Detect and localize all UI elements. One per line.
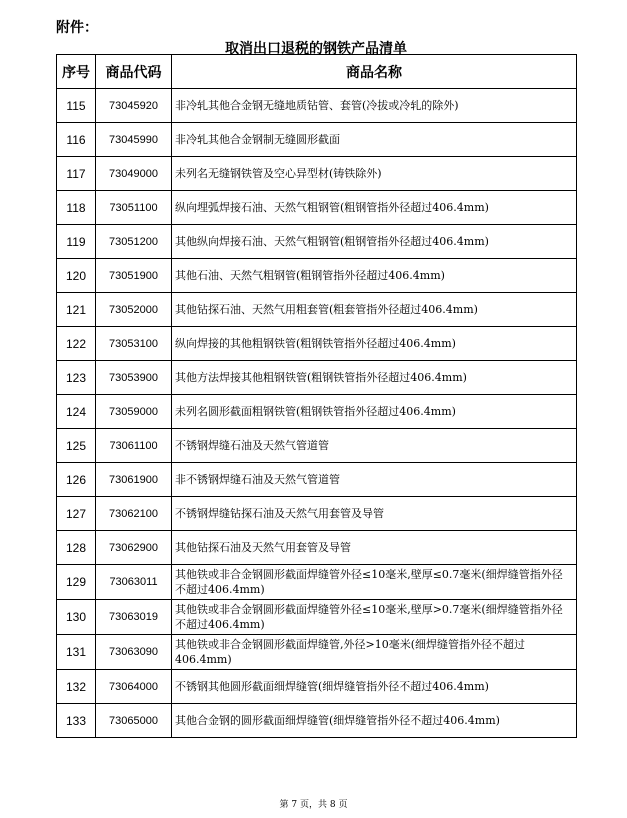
row-code: 73063011 bbox=[96, 565, 172, 600]
row-index: 130 bbox=[57, 600, 96, 635]
row-code: 73065000 bbox=[96, 704, 172, 738]
row-index: 122 bbox=[57, 327, 96, 361]
row-name: 其他纵向焊接石油、天然气粗钢管(粗钢管指外径超过406.4mm) bbox=[172, 225, 577, 259]
row-index: 125 bbox=[57, 429, 96, 463]
row-code: 73064000 bbox=[96, 670, 172, 704]
page-footer: 第 7 页，共 8 页 bbox=[279, 800, 348, 810]
table-row bbox=[57, 531, 577, 565]
row-code: 73061100 bbox=[96, 429, 172, 463]
row-index: 126 bbox=[57, 463, 96, 497]
row-name: 不锈钢其他圆形截面细焊缝管(细焊缝管指外径不超过406.4mm) bbox=[172, 670, 577, 704]
row-index: 127 bbox=[57, 497, 96, 531]
row-code: 73062900 bbox=[96, 531, 172, 565]
table-row bbox=[57, 463, 577, 497]
row-code: 73061900 bbox=[96, 463, 172, 497]
table-row bbox=[57, 704, 577, 738]
row-index: 116 bbox=[57, 123, 96, 157]
row-name: 不锈钢焊缝石油及天然气管道管 bbox=[172, 429, 577, 463]
row-name: 非不锈钢焊缝石油及天然气管道管 bbox=[172, 463, 577, 497]
row-code: 73052000 bbox=[96, 293, 172, 327]
document-title: 取消出口退税的钢铁产品清单 bbox=[225, 41, 407, 57]
row-name: 其他钻探石油及天然气用套管及导管 bbox=[172, 531, 577, 565]
table-row bbox=[57, 123, 577, 157]
table-row bbox=[57, 565, 577, 600]
table-row bbox=[57, 635, 577, 670]
row-index: 118 bbox=[57, 191, 96, 225]
table-row bbox=[57, 259, 577, 293]
row-code: 73051200 bbox=[96, 225, 172, 259]
row-index: 117 bbox=[57, 157, 96, 191]
row-name: 其他铁或非合金钢圆形截面焊缝管,外径>10毫米(细焊缝管指外径不超过406.4mm) bbox=[172, 635, 577, 670]
row-index: 115 bbox=[57, 89, 96, 123]
row-name: 未列名圆形截面粗钢铁管(粗钢铁管指外径超过406.4mm) bbox=[172, 395, 577, 429]
row-index: 131 bbox=[57, 635, 96, 670]
table-row bbox=[57, 89, 577, 123]
header-name: 商品名称 bbox=[172, 55, 577, 89]
attachment-label: 附件： bbox=[56, 20, 98, 36]
row-code: 73051900 bbox=[96, 259, 172, 293]
row-code: 73059000 bbox=[96, 395, 172, 429]
table-row bbox=[57, 395, 577, 429]
row-name: 非冷轧其他合金钢无缝地质钻管、套管(冷拔或冷轧的除外) bbox=[172, 89, 577, 123]
row-code: 73062100 bbox=[96, 497, 172, 531]
row-index: 132 bbox=[57, 670, 96, 704]
header-index: 序号 bbox=[57, 55, 96, 89]
row-code: 73045920 bbox=[96, 89, 172, 123]
row-code: 73045990 bbox=[96, 123, 172, 157]
row-index: 120 bbox=[57, 259, 96, 293]
table-header-row bbox=[57, 55, 577, 89]
table-row bbox=[57, 225, 577, 259]
row-name: 未列名无缝钢铁管及空心异型材(铸铁除外) bbox=[172, 157, 577, 191]
table-row bbox=[57, 497, 577, 531]
row-name: 纵向埋弧焊接石油、天然气粗钢管(粗钢管指外径超过406.4mm) bbox=[172, 191, 577, 225]
row-code: 73049000 bbox=[96, 157, 172, 191]
row-index: 121 bbox=[57, 293, 96, 327]
table-row bbox=[57, 670, 577, 704]
row-code: 73063090 bbox=[96, 635, 172, 670]
row-name: 其他石油、天然气粗钢管(粗钢管指外径超过406.4mm) bbox=[172, 259, 577, 293]
table-row bbox=[57, 429, 577, 463]
row-code: 73053900 bbox=[96, 361, 172, 395]
row-name: 其他铁或非合金钢圆形截面焊缝管外径≤10毫米,壁厚≤0.7毫米(细焊缝管指外径不超过406.4mm) bbox=[172, 565, 577, 600]
header-code: 商品代码 bbox=[96, 55, 172, 89]
row-index: 119 bbox=[57, 225, 96, 259]
row-index: 129 bbox=[57, 565, 96, 600]
table-row bbox=[57, 157, 577, 191]
table-row bbox=[57, 327, 577, 361]
row-code: 73053100 bbox=[96, 327, 172, 361]
row-index: 123 bbox=[57, 361, 96, 395]
row-code: 73051100 bbox=[96, 191, 172, 225]
table-row bbox=[57, 600, 577, 635]
product-table bbox=[56, 54, 577, 738]
row-code: 73063019 bbox=[96, 600, 172, 635]
row-name: 非冷轧其他合金钢制无缝圆形截面 bbox=[172, 123, 577, 157]
row-name: 纵向焊接的其他粗钢铁管(粗钢铁管指外径超过406.4mm) bbox=[172, 327, 577, 361]
row-name: 其他钻探石油、天然气用粗套管(粗套管指外径超过406.4mm) bbox=[172, 293, 577, 327]
row-name: 其他方法焊接其他粗钢铁管(粗钢铁管指外径超过406.4mm) bbox=[172, 361, 577, 395]
row-index: 124 bbox=[57, 395, 96, 429]
row-index: 133 bbox=[57, 704, 96, 738]
table-row bbox=[57, 293, 577, 327]
table-row bbox=[57, 191, 577, 225]
table-row bbox=[57, 361, 577, 395]
row-name: 其他铁或非合金钢圆形截面焊缝管外径≤10毫米,壁厚>0.7毫米(细焊缝管指外径不超过406.4mm) bbox=[172, 600, 577, 635]
row-name: 不锈钢焊缝钻探石油及天然气用套管及导管 bbox=[172, 497, 577, 531]
row-name: 其他合金钢的圆形截面细焊缝管(细焊缝管指外径不超过406.4mm) bbox=[172, 704, 577, 738]
row-index: 128 bbox=[57, 531, 96, 565]
